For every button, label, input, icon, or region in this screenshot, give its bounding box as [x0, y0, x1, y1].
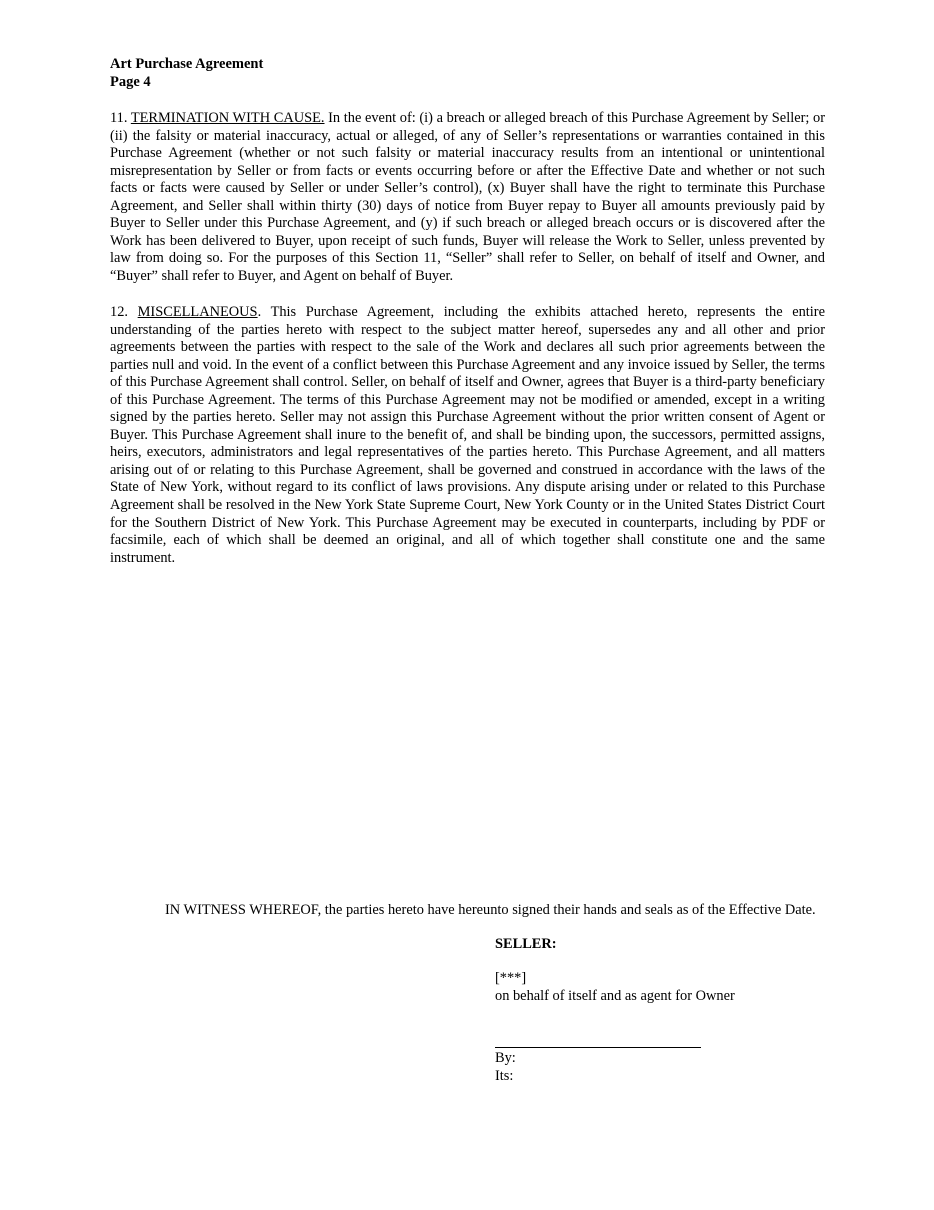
witness-clause: IN WITNESS WHEREOF, the parties hereto have hereunto signed their hands and seals as of the Effective Date. — [165, 902, 816, 918]
section-12-body: . This Purchase Agreement, including the exhibits attached hereto, represents the entire understanding of the parties hereto with respect to the subject matter hereof, supersedes any and all other and prior agreements between the parties with respect to the sale of the Work and declares all such prior agreements between the parties null and void. In the event of a conflict between this Purchase Agreement and any invoice issued by Seller, the terms of this Purchase Agreement shall control. Seller, on behalf of itself and Owner, agrees that Buyer is a third-party beneficiary of this Purchase Agreement. The terms of this Purchase Agreement may not be modified or amended, except in a writing signed by the parties hereto. Seller may not assign this Purchase Agreement without the prior written consent of Agent or Buyer. This Purchase Agreement shall inure to the benefit of, and shall be binding upon, the successors, permitted assigns, heirs, executors, administrators and legal representatives of the parties hereto. This Purchase Agreement, and all matters arising out of or relating to this Purchase Agreement, shall be governed and construed in accordance with the laws of the State of New York, without regard to its conflict of laws provisions. Any dispute arising under or related to this Purchase Agreement shall be resolved in the New York State Supreme Court, New York County or in the United States District Court for the Southern District of New York. This Purchase Agreement may be executed in counterparts, including by PDF or facsimile, each of which shall be deemed an original, and all of which together shall constitute one and the same instrument. — [110, 304, 825, 566]
seller-label: SELLER: — [495, 936, 557, 952]
seller-on-behalf-text: on behalf of itself and as agent for Owner — [495, 988, 735, 1004]
section-11-body: In the event of: (i) a breach or alleged breach of this Purchase Agreement by Seller; or (ii) the falsity or material inaccuracy, actual or alleged, of any of Seller’s representations or warranties contained in this Purchase Agreement (whether or not such falsity or material inaccuracy results from an intentional or unintentional misrepresentation by Seller or from facts or events occurring before or after the Effective Date and whether or not such facts or facts were caused by Seller or under Seller’s control), (x) Buyer shall have the right to terminate this Purchase Agreement, and Seller shall within thirty (30) days of notice from Buyer repay to Buyer all amounts previously paid by Buyer to Seller under this Purchase Agreement, and (y) if such breach or alleged breach occurs or is discovered after the Work has been delivered to Buyer, upon receipt of such funds, Buyer will release the Work to Seller, unless prevented by law from doing so. For the purposes of this Section 11, “Seller” shall refer to Seller, on behalf of itself and Owner, and “Buyer” shall refer to Buyer, and Agent on behalf of Buyer. — [110, 110, 825, 284]
section-12-heading: MISCELLANEOUS — [137, 304, 258, 320]
section-11-termination — [110, 110, 825, 285]
seller-signature-block — [495, 935, 825, 1085]
document-title: Art Purchase Agreement — [110, 56, 264, 72]
its-label: Its: — [495, 1068, 514, 1084]
section-11-heading: TERMINATION WITH CAUSE. — [130, 110, 325, 126]
signature-line — [495, 1047, 701, 1048]
by-label: By: — [495, 1050, 516, 1066]
section-12-number: 12. — [110, 304, 138, 320]
document-header — [110, 55, 510, 91]
section-12-miscellaneous — [110, 304, 825, 567]
seller-name: [***] — [495, 970, 527, 986]
page-number: Page 4 — [110, 74, 151, 90]
section-11-number: 11. — [110, 110, 131, 126]
